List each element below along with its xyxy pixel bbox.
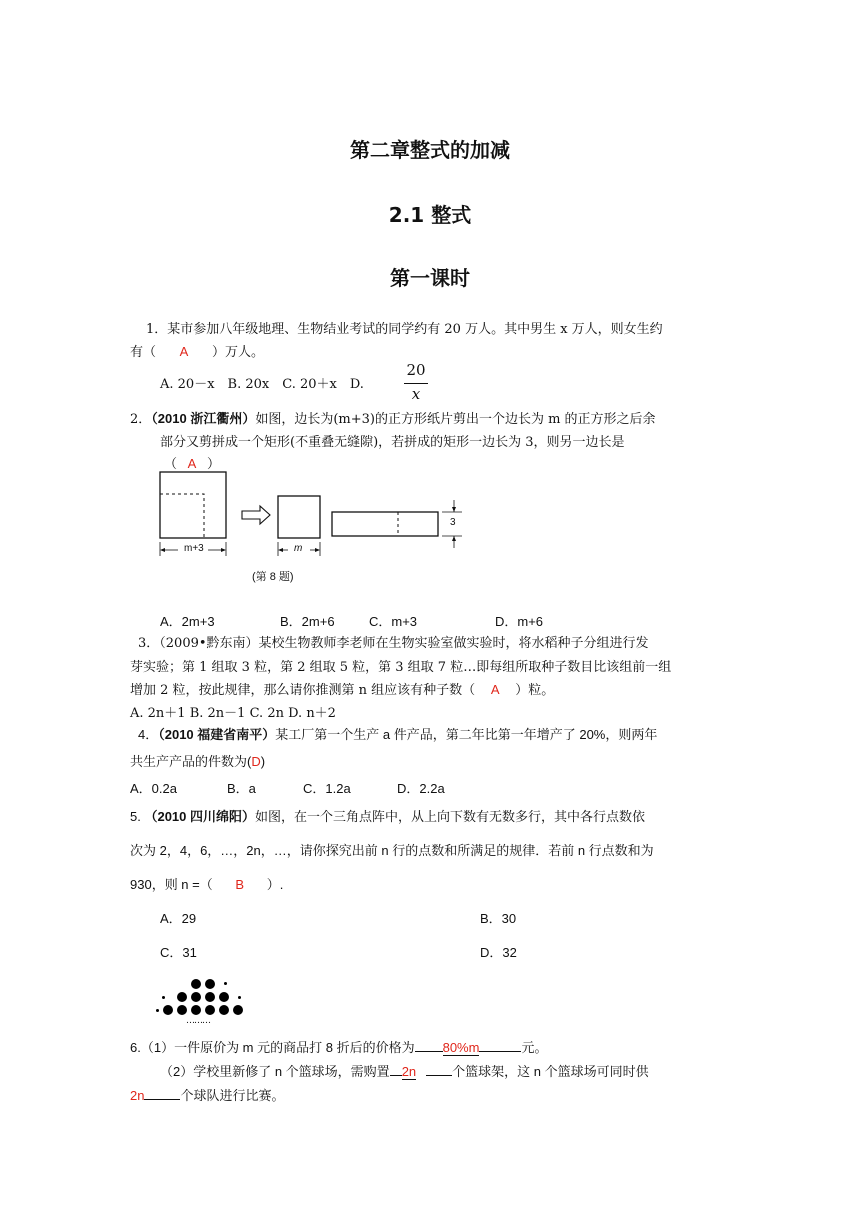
q5-text1: 如图，在一个三角点阵中，从上向下数有无数多行，其中各行点数依 (255, 809, 646, 824)
q2-label-small: m (294, 543, 303, 554)
result-rectangle (332, 512, 438, 536)
q5-dot-triangle (158, 974, 248, 1030)
q1-fraction-numerator: 20 (406, 361, 426, 379)
q4-source: （2010 福建省南平） (158, 727, 276, 742)
q2-caption: (第 8 题) (252, 571, 294, 583)
q2-line1 (130, 408, 656, 427)
q6-text2: （2）学校里新修了 n 个篮球场，需购置 (160, 1064, 390, 1079)
q1-line1: 1．某市参加八年级地理、生物结业考试的同学约有 20 万人。其中男生 x 万人，则女生约 (146, 322, 663, 337)
q4-number: 4． (138, 727, 159, 742)
q6-line3 (130, 1085, 284, 1104)
transform-arrow (242, 506, 270, 524)
q3-line2: 芽实验；第 1 组取 3 粒，第 2 组取 5 粒，第 3 组取 7 粒…即每组所取种子数目比该组前一组 (130, 660, 672, 675)
q3-paren-close: ）粒。 (515, 683, 555, 698)
q5-paren-close: ）. (266, 877, 284, 892)
q3-line3 (130, 679, 554, 698)
q2-option-b: B．2m+6 (280, 614, 335, 629)
q6-text3: 个球队进行比赛。 (180, 1088, 285, 1103)
q3-options: A. 2n＋1 B. 2n－1 C. 2n D. n＋2 (130, 706, 336, 721)
q4-option-a: A．0.2a (130, 781, 177, 796)
q1-fraction-denominator: x (411, 385, 421, 403)
q1-paren-close: ）万人。 (212, 345, 265, 360)
q4-option-d: D．2.2a (397, 781, 445, 796)
q4-paren-close: ) (260, 754, 266, 769)
q2-source: （2010 浙江衢州） (151, 411, 256, 426)
q1-fraction-bar (404, 383, 428, 384)
q4-option-b: B．a (227, 781, 256, 796)
q5-number: 5. (130, 809, 141, 824)
lesson-title: 第一课时 (390, 266, 470, 290)
q2-label-big: m+3 (184, 543, 204, 554)
q5-line1 (130, 806, 645, 825)
q2-figure (150, 464, 480, 588)
q4-answer: D (251, 754, 261, 769)
q4-text2: 共生产产品的件数为( (130, 754, 252, 769)
q5-option-c: C．31 (160, 945, 197, 960)
q6-text1-end: 元。 (521, 1040, 548, 1055)
q5-option-d: D．32 (480, 945, 517, 960)
q4-text1: 某工厂第一个生产 a 件产品，第二年比第一年增产了 20%，则两年 (275, 727, 658, 742)
q6-answer3: 2n (130, 1088, 145, 1103)
q2-paren-open: （ (164, 457, 178, 472)
q4-line2 (130, 751, 265, 770)
q5-line2: 次为 2，4，6，…，2n，…，请你探究出前 n 行的点数和所满足的规律．若前 n 行点数和为 (130, 843, 654, 858)
q1-options: A. 20－x B. 20x C. 20＋x D. (160, 377, 364, 392)
q5-dots-label: ……… (186, 1016, 210, 1026)
q1-line2 (130, 341, 264, 360)
q6-line1 (130, 1037, 547, 1056)
q5-source: （2010 四川绵阳） (144, 809, 256, 824)
q5-line3 (130, 874, 283, 893)
q2-option-c: C．m+3 (369, 614, 418, 629)
q6-answer1: 80%m (442, 1040, 480, 1055)
q1-answer: A (179, 344, 189, 359)
q4-option-c: C．1.2a (303, 781, 351, 796)
q6-text1: 6.（1）一件原价为 m 元的商品打 8 折后的价格为 (130, 1040, 415, 1055)
q5-option-a: A．29 (160, 911, 197, 926)
q2-answer: A (187, 456, 197, 471)
q2-number: 2． (130, 412, 152, 427)
big-square (160, 472, 226, 538)
q1-paren-open: 有（ (130, 345, 157, 360)
q3-text: 增加 2 粒，按此规律，那么请你推测第 n 组应该有种子数（ (130, 683, 476, 698)
q2-paren-close: ） (207, 457, 221, 472)
q6-answer2: 2n (401, 1064, 417, 1079)
chapter-title: 第二章整式的加减 (350, 138, 510, 162)
q5-option-b: B．30 (480, 911, 517, 926)
q3-answer: A (490, 682, 500, 697)
q5-answer: B (235, 877, 245, 892)
small-square (278, 496, 320, 538)
q6-text2-mid: 个篮球架，这 n 个篮球场可同时供 (452, 1064, 649, 1079)
q2-text1: 如图，边长为(m+3)的正方形纸片剪出一个边长为 m 的正方形之后余 (255, 412, 656, 427)
q6-line2 (160, 1061, 649, 1080)
q5-text3: 930，则 n =（ (130, 877, 213, 892)
q4-line1 (138, 724, 657, 743)
section-title: 2.1 整式 (388, 203, 472, 227)
q3-line1: 3．（2009•黔东南）某校生物教师李老师在生物实验室做实验时，将水稻种子分组进行发 (138, 636, 649, 651)
q2-option-d: D．m+6 (495, 614, 544, 629)
q2-line2: 部分又剪拼成一个矩形(不重叠无缝隙)，若拼成的矩形一边长为 3，则另一边长是 (160, 435, 625, 450)
big-square-cut-line (160, 494, 204, 538)
q2-label-side: 3 (450, 517, 456, 528)
q2-option-a: A．2m+3 (160, 614, 215, 629)
